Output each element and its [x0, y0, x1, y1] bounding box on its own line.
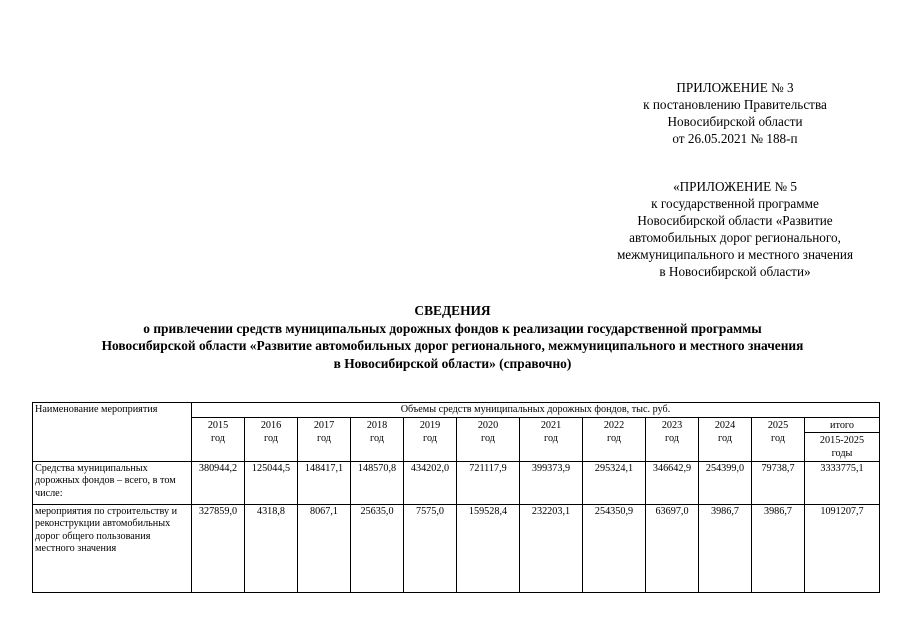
approval-line: ПРИЛОЖЕНИЕ № 3	[676, 80, 794, 95]
year-suffix: год	[665, 433, 679, 445]
title-heading: СВЕДЕНИЯ	[414, 303, 491, 318]
approval-line: Новосибирской области	[667, 114, 803, 129]
volumes-group-header: Объемы средств муниципальных дорожных фондов, тыс. руб.	[192, 403, 880, 418]
appendix-line: в Новосибирской области»	[659, 264, 811, 279]
appendix-line: автомобильных дорог регионального,	[629, 230, 841, 245]
year-header-2015	[192, 418, 245, 462]
year-suffix: год	[607, 433, 621, 445]
value-cell-2018: 148570,8	[351, 462, 404, 505]
document-title	[20, 302, 885, 372]
total-cell: 1091207,7	[805, 505, 880, 593]
year-header-2025	[752, 418, 805, 462]
year-header-2020	[457, 418, 520, 462]
year-suffix: год	[370, 433, 384, 445]
value-cell-2015: 380944,2	[192, 462, 245, 505]
value-cell-2021: 232203,1	[520, 505, 583, 593]
year-label: 2025	[767, 420, 789, 432]
year-header-2016	[245, 418, 298, 462]
appendix-line: межмуниципального и местного значения	[616, 247, 854, 262]
approval-line: от 26.05.2021 № 188-п	[672, 131, 798, 146]
year-suffix: год	[771, 433, 785, 445]
title-line: о привлечении средств муниципальных дорожных фондов к реализации государственной программы	[143, 320, 762, 336]
year-suffix: год	[264, 433, 278, 445]
year-label: 2021	[540, 420, 562, 432]
title-line: Новосибирской области «Развитие автомобильных дорог регионального, межмуниципального и местного значения	[101, 338, 804, 353]
value-cell-2024: 254399,0	[699, 462, 752, 505]
year-label: 2019	[419, 420, 441, 432]
value-cell-2024: 3986,7	[699, 505, 752, 593]
year-suffix: год	[211, 433, 225, 445]
value-cell-2023: 346642,9	[646, 462, 699, 505]
year-label: 2023	[661, 420, 683, 432]
year-label: 2022	[603, 420, 625, 432]
header-row-group	[33, 403, 880, 418]
year-header-2018	[351, 418, 404, 462]
title-line: в Новосибирской области» (справочно)	[333, 355, 572, 371]
year-label: 2016	[260, 420, 282, 432]
value-cell-2023: 63697,0	[646, 505, 699, 593]
year-header-2021	[520, 418, 583, 462]
year-label: 2020	[477, 420, 499, 432]
value-cell-2016: 4318,8	[245, 505, 298, 593]
name-column-header: Наименование мероприятия	[33, 403, 192, 462]
year-suffix: год	[317, 433, 331, 445]
value-cell-2015: 327859,0	[192, 505, 245, 593]
value-cell-2025: 3986,7	[752, 505, 805, 593]
value-cell-2021: 399373,9	[520, 462, 583, 505]
approval-line: к постановлению Правительства	[643, 97, 827, 112]
row-name: мероприятия по строительству и реконструкции автомобильных дорог общего пользования местного значения	[33, 505, 192, 593]
total-suffix: годы	[831, 448, 853, 460]
year-header-2017	[298, 418, 351, 462]
funding-table	[32, 402, 880, 593]
value-cell-2020: 159528,4	[457, 505, 520, 593]
total-label: итого	[830, 420, 854, 432]
value-cell-2019: 434202,0	[404, 462, 457, 505]
year-label: 2017	[313, 420, 335, 432]
total-range: 2015-2025	[805, 432, 879, 447]
year-label: 2024	[714, 420, 736, 432]
table-row	[33, 462, 880, 505]
year-header-2024	[699, 418, 752, 462]
year-suffix: год	[544, 433, 558, 445]
year-label: 2018	[366, 420, 388, 432]
row-name: Средства муниципальных дорожных фондов – всего, в том числе:	[33, 462, 192, 505]
value-cell-2020: 721117,9	[457, 462, 520, 505]
year-header-2019	[404, 418, 457, 462]
table-row	[33, 505, 880, 593]
value-cell-2017: 8067,1	[298, 505, 351, 593]
value-cell-2025: 79738,7	[752, 462, 805, 505]
total-cell: 3333775,1	[805, 462, 880, 505]
appendix-line: Новосибирской области «Развитие	[637, 213, 833, 228]
value-cell-2022: 254350,9	[583, 505, 646, 593]
appendix-line: к государственной программе	[651, 196, 819, 211]
approval-block	[590, 79, 880, 147]
year-header-2022	[583, 418, 646, 462]
value-cell-2019: 7575,0	[404, 505, 457, 593]
appendix-line: «ПРИЛОЖЕНИЕ № 5	[673, 179, 797, 194]
year-label: 2015	[207, 420, 229, 432]
year-header-2023	[646, 418, 699, 462]
total-column-header	[805, 418, 880, 462]
value-cell-2018: 25635,0	[351, 505, 404, 593]
value-cell-2022: 295324,1	[583, 462, 646, 505]
year-suffix: год	[423, 433, 437, 445]
appendix-5-block	[580, 178, 890, 280]
value-cell-2017: 148417,1	[298, 462, 351, 505]
value-cell-2016: 125044,5	[245, 462, 298, 505]
year-suffix: год	[718, 433, 732, 445]
year-suffix: год	[481, 433, 495, 445]
